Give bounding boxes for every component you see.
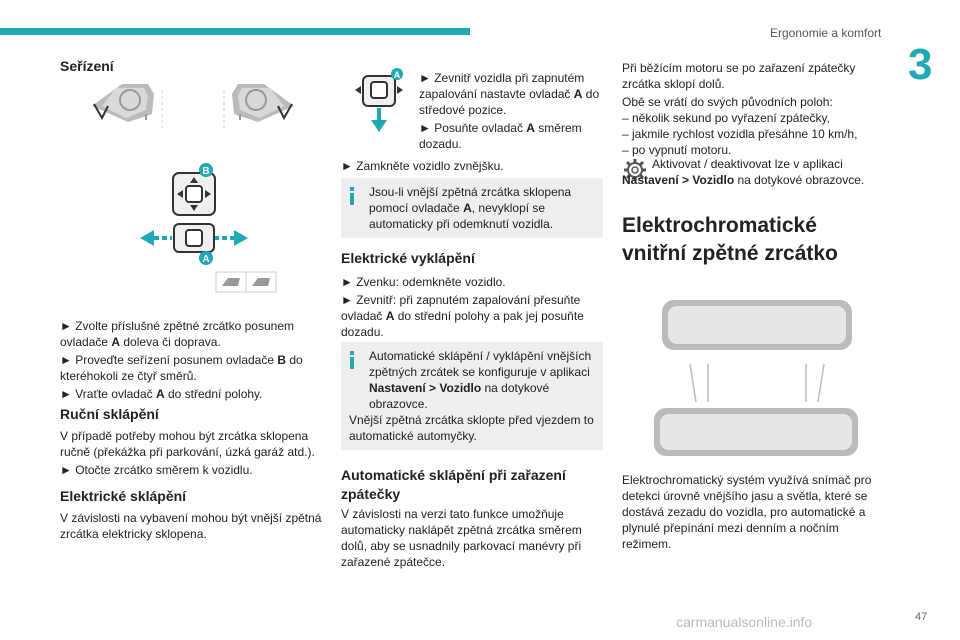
lock-step: ► Zamkněte vozidlo zvnějšku.: [341, 159, 504, 173]
info-icon: [349, 187, 355, 205]
electrochromatic-text: Elektrochromatický systém využívá snímač pro detekci úrovně vnějšího jasu a světla, které se dostává zezadu do vozidla, pro automatické a plynulé přepínání mezi denním a nočním režimem.: [622, 473, 872, 551]
info-box-1: [341, 178, 603, 238]
condition-1: – několik sekund po vyřazení zpátečky,: [622, 111, 830, 125]
arrow-down: [371, 120, 387, 132]
rearview-mirror-illustration: [652, 298, 862, 458]
mirror-adjustment-illustration: [88, 78, 298, 293]
info-2-text-2: Vnější zpětná zrcátka sklopte před vjezdem to automatické automyčky.: [349, 413, 594, 443]
label-b: B: [202, 166, 210, 177]
header-accent-bar: [0, 28, 470, 35]
label-a: A: [202, 254, 210, 265]
section-title-manual-fold: Ruční sklápění: [60, 406, 159, 422]
info-icon: [349, 351, 355, 369]
return-text: Obě se vrátí do svých původních poloh:: [622, 95, 833, 109]
watermark: carmanualsonline.info: [676, 614, 813, 630]
move-step: ► Posuňte ovladač A směrem dozadu.: [419, 121, 582, 151]
reverse-fold-details: [622, 60, 884, 158]
page-number: 47: [915, 611, 928, 623]
reverse-intro: Při běžícím motoru se po zařazení zpátečky zrcátka sklopí dolů.: [622, 61, 856, 91]
label-a-fold: A: [393, 70, 401, 80]
unfold-step-1: ► Zvenku: odemkněte vozidlo.: [341, 275, 506, 289]
section-title-electric-unfold: Elektrické vyklápění: [341, 250, 475, 266]
arrow-right: [234, 230, 248, 246]
header-title: Ergonomie a komfort: [770, 26, 882, 40]
arrow-left: [140, 230, 154, 246]
info-box-2: [341, 342, 603, 450]
section-title-electrochromatic: Elektrochromatické vnitřní zpětné zrcátko: [622, 214, 838, 265]
step-1: ► Zvolte příslušné zpětné zrcátko posunem ovladače A doleva či doprava.: [60, 319, 294, 349]
info-2-text-1: Automatické sklápění / vyklápění vnějších zpětných zrcátek se konfiguruje v aplikaci Nastavení > Vozidlo na dotykové obrazovce.: [369, 349, 592, 411]
unfold-step-2: ► Zevnitř: při zapnutém zapalování přesuňte ovladač A do střední polohy a pak jej posuňte dozadu.: [341, 293, 584, 339]
electric-fold-text: V závislosti na vybavení mohou být vnější zpětná zrcátka elektricky sklopena.: [60, 511, 322, 541]
section-title-adjustment: Seřízení: [60, 58, 114, 74]
unfold-steps: [341, 274, 603, 342]
settings-text: Aktivovat / deaktivovat lze v aplikaci Nastavení > Vozidlo na dotykové obrazovce.: [622, 157, 865, 187]
condition-3: – po vypnutí motoru.: [622, 143, 732, 157]
adjustment-steps: [60, 318, 322, 404]
chapter-number: 3: [908, 40, 933, 89]
inside-step: ► Zevnitř vozidla při zapnutém zapalování nastavte ovladač A do středové pozice.: [419, 71, 600, 117]
condition-2: – jakmile rychlost vozidla přesáhne 10 km/h,: [622, 127, 858, 141]
fold-steps: [419, 70, 603, 154]
section-title-electric-fold: Elektrické sklápění: [60, 488, 187, 504]
fold-control-illustration: [351, 68, 407, 134]
manual-fold-body: [60, 428, 322, 480]
manual-fold-text: V případě potřeby mohou být zrcátka sklopena ručně (překážka při parkování, úzká garáž atd.).: [60, 429, 315, 459]
manual-fold-step: ► Otočte zrcátko směrem k vozidlu.: [60, 463, 253, 477]
info-1-text: Jsou-li vnější zpětná zrcátka sklopena pomocí ovladače A, nevyklopí se automaticky při odemknutí vozidla.: [369, 185, 572, 231]
step-3: ► Vraťte ovladač A do střední polohy.: [60, 387, 263, 401]
section-title-reverse-fold: Automatické sklápění při zařazení zpátečky: [341, 467, 566, 502]
reverse-fold-text: V závislosti na verzi tato funkce umožňuje automaticky naklápět zpětná zrcátka směrem dolů, aby se usnadnily parkovací manévry při zařazené zpátečce.: [341, 507, 582, 569]
step-2: ► Proveďte seřízení posunem ovladače B do kteréhokoli ze čtyř směrů.: [60, 353, 303, 383]
